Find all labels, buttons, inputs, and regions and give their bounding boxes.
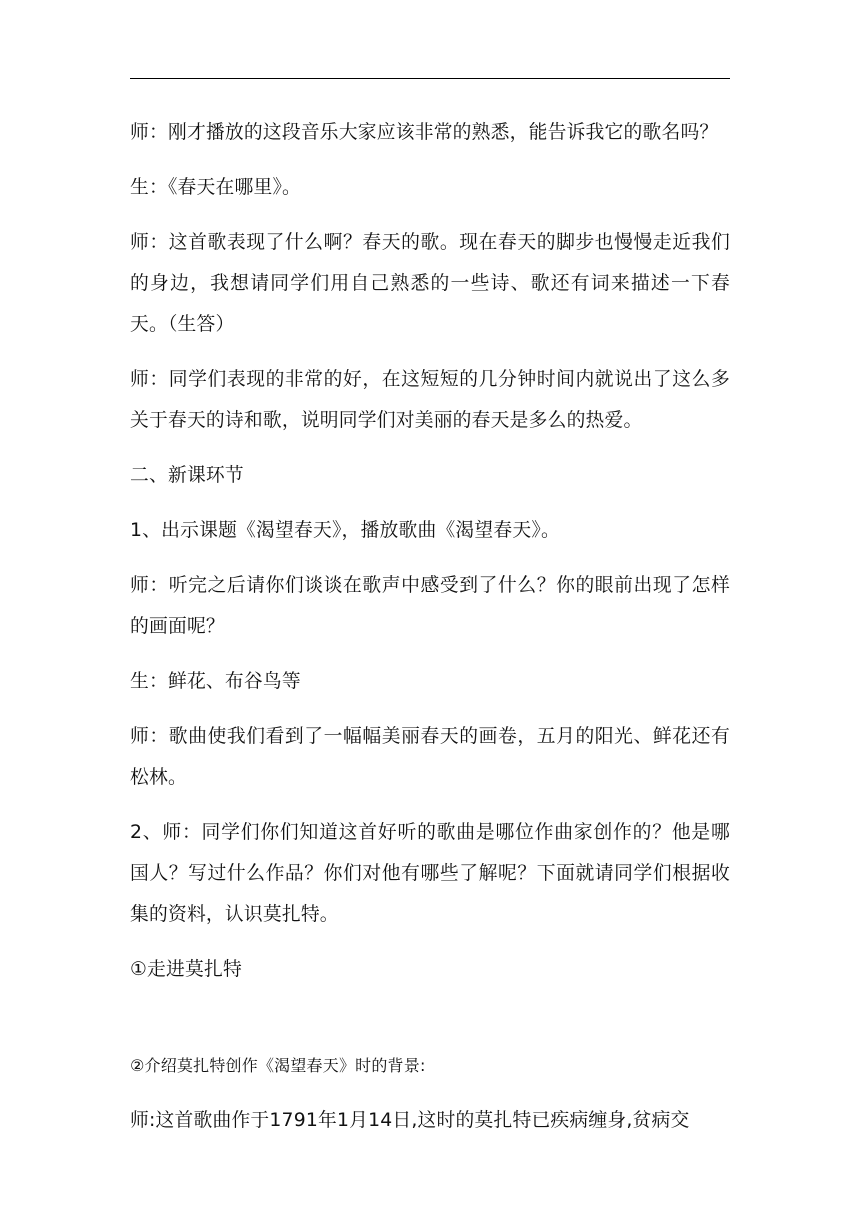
paragraph: 师：听完之后请你们谈谈在歌声中感受到了什么？你的眼前出现了怎样的画面呢？	[130, 575, 730, 637]
paragraph: 生：鲜花、布谷鸟等	[130, 671, 301, 692]
paragraph: 师：歌曲使我们看到了一幅幅美丽春天的画卷，五月的阳光、鲜花还有松林。	[130, 726, 730, 788]
section-heading: 二、新课环节	[130, 465, 244, 486]
paragraph: 师：这首歌表现了什么啊？春天的歌。现在春天的脚步也慢慢走近我们的身边，我想请同学们用自己熟悉的一些诗、歌还有词来描述一下春天。（生答）	[130, 232, 730, 335]
header-rule	[130, 78, 730, 79]
paragraph: 生：《春天在哪里》。	[130, 177, 302, 198]
paragraph: 1、出示课题《渴望春天》，播放歌曲《渴望春天》。	[130, 520, 560, 541]
subheading: ②介绍莫扎特创作《渴望春天》时的背景:	[130, 1056, 426, 1075]
document-body	[130, 112, 730, 1155]
paragraph: 师：同学们表现的非常的好，在这短短的几分钟时间内就说出了这么多关于春天的诗和歌，说明同学们对美丽的春天是多么的热爱。	[130, 369, 730, 431]
paragraph: 2、师：同学们你们知道这首好听的歌曲是哪位作曲家创作的？他是哪国人？写过什么作品？你们对他有哪些了解呢？下面就请同学们根据收集的资料，认识莫扎特。	[130, 822, 730, 925]
blank-line	[130, 1004, 730, 1045]
paragraph: 师:这首歌曲作于1791年1月14日,这时的莫扎特已疾病缠身,贫病交	[130, 1110, 690, 1131]
paragraph: 师：刚才播放的这段音乐大家应该非常的熟悉，能告诉我它的歌名吗？	[130, 122, 719, 143]
subheading: ①走进莫扎特	[130, 959, 242, 980]
